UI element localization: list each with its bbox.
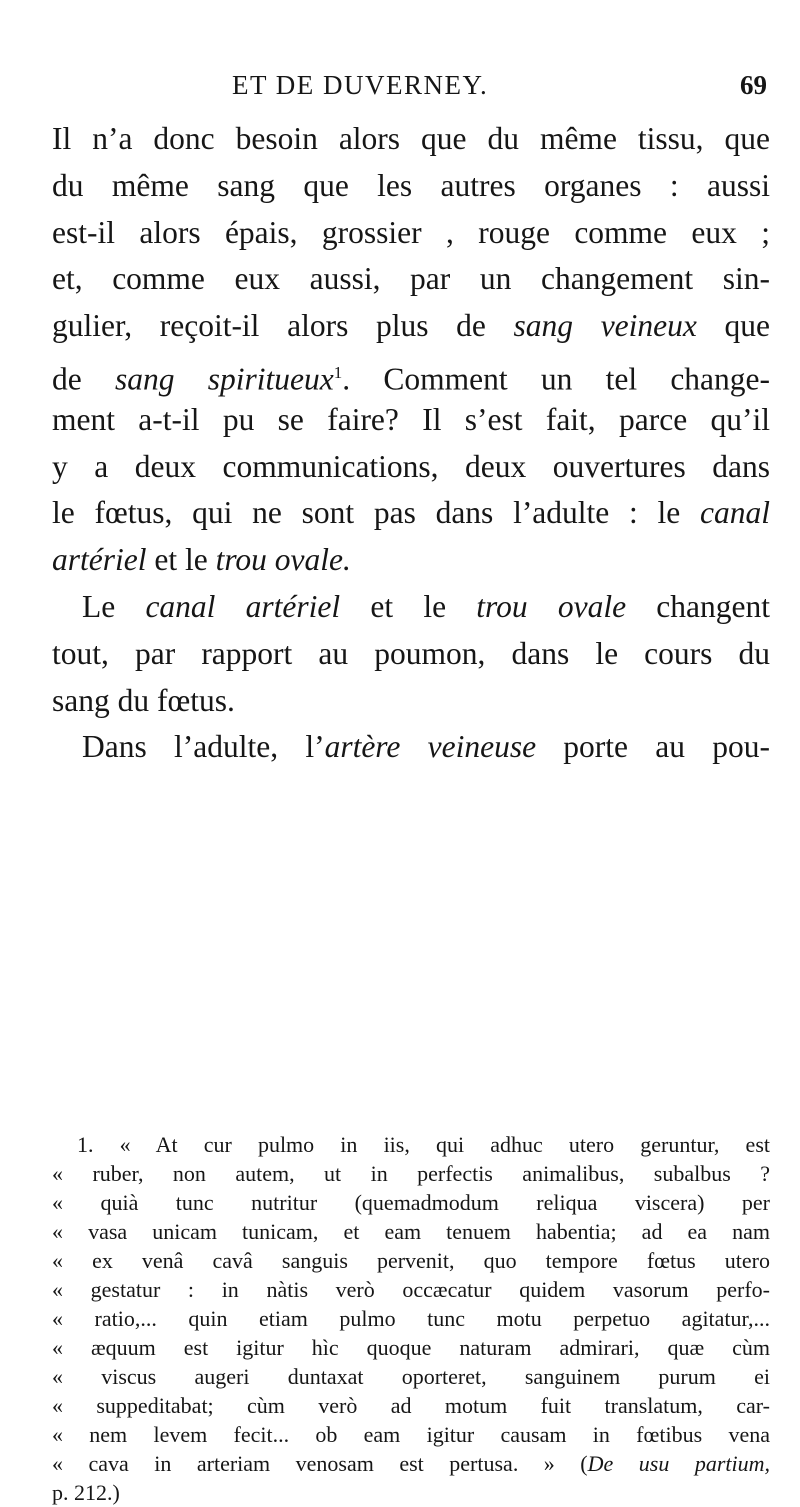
footnote-line: « ex venâ cavâ sanguis pervenit, quo tempore fœtus utero <box>52 1248 770 1273</box>
footnote-line: « æquum est igitur hìc quoque naturam admirari, quæ cùm <box>52 1335 770 1360</box>
text-line: y a deux communications, deux ouvertures dans <box>52 448 770 484</box>
text-line: Il n’a donc besoin alors que du même tissu, que <box>52 121 770 156</box>
text-line: ment a-t-il pu se faire? Il s’est fait, parce qu’il <box>52 401 770 437</box>
footnote <box>52 1130 770 1507</box>
footnote-line: « vasa unicam tunicam, et eam tenuem habentia; ad ea nam <box>52 1219 770 1244</box>
footnote-line: « quià tunc nutritur (quemadmodum reliqua viscera) per <box>52 1190 770 1215</box>
page-number: 69 <box>740 70 767 100</box>
page-header <box>232 70 767 106</box>
text-line: gulier, reçoit-il alors plus de sang veineux que <box>52 308 771 344</box>
footnote-line: « suppeditabat; cùm verò ad motum fuit translatum, car- <box>52 1393 770 1418</box>
text-line: sang du fœtus. <box>52 682 235 718</box>
footnote-line: « ratio,... quin etiam pulmo tunc motu perpetuo agitatur,... <box>52 1306 770 1331</box>
text-line: le fœtus, qui ne sont pas dans l’adulte : le canal <box>52 495 770 531</box>
footnote-line: « cava in arteriam venosam est pertusa. » (De usu partium, <box>52 1451 770 1476</box>
text-line: artériel et le trou ovale. <box>52 542 351 578</box>
footnote-ref: 1 <box>333 362 343 382</box>
main-text <box>52 116 770 771</box>
cited-work: De usu partium, <box>587 1451 770 1476</box>
running-head: ET DE DUVERNEY. <box>232 70 489 100</box>
text-line: Dans l’adulte, l’artère veineuse porte au pou- <box>82 729 770 765</box>
footnote-line: p. 212.) <box>52 1480 120 1505</box>
text-line: de sang spiritueux$^1$. Comment un tel change- <box>52 361 771 397</box>
footnote-line: « ruber, non autem, ut in perfectis animalibus, subalbus ? <box>52 1161 770 1186</box>
footnote-line: « viscus augeri duntaxat oporteret, sanguinem purum ei <box>52 1364 770 1389</box>
footnote-line: 1. « At cur pulmo in iis, qui adhuc utero geruntur, est <box>77 1132 770 1157</box>
footnote-line: « gestatur : in nàtis verò occæcatur quidem vasorum perfo- <box>52 1277 770 1302</box>
text-line: et, comme eux aussi, par un changement sin- <box>52 261 770 297</box>
text-line: est-il alors épais, grossier , rouge comme eux ; <box>52 214 770 250</box>
text-line: du même sang que les autres organes : aussi <box>52 167 770 203</box>
text-line: Le canal artériel et le trou ovale changent <box>82 588 770 624</box>
footnote-line: « nem levem fecit... ob eam igitur causam in fœtibus vena <box>52 1422 770 1447</box>
text-line: tout, par rapport au poumon, dans le cours du <box>52 635 770 671</box>
